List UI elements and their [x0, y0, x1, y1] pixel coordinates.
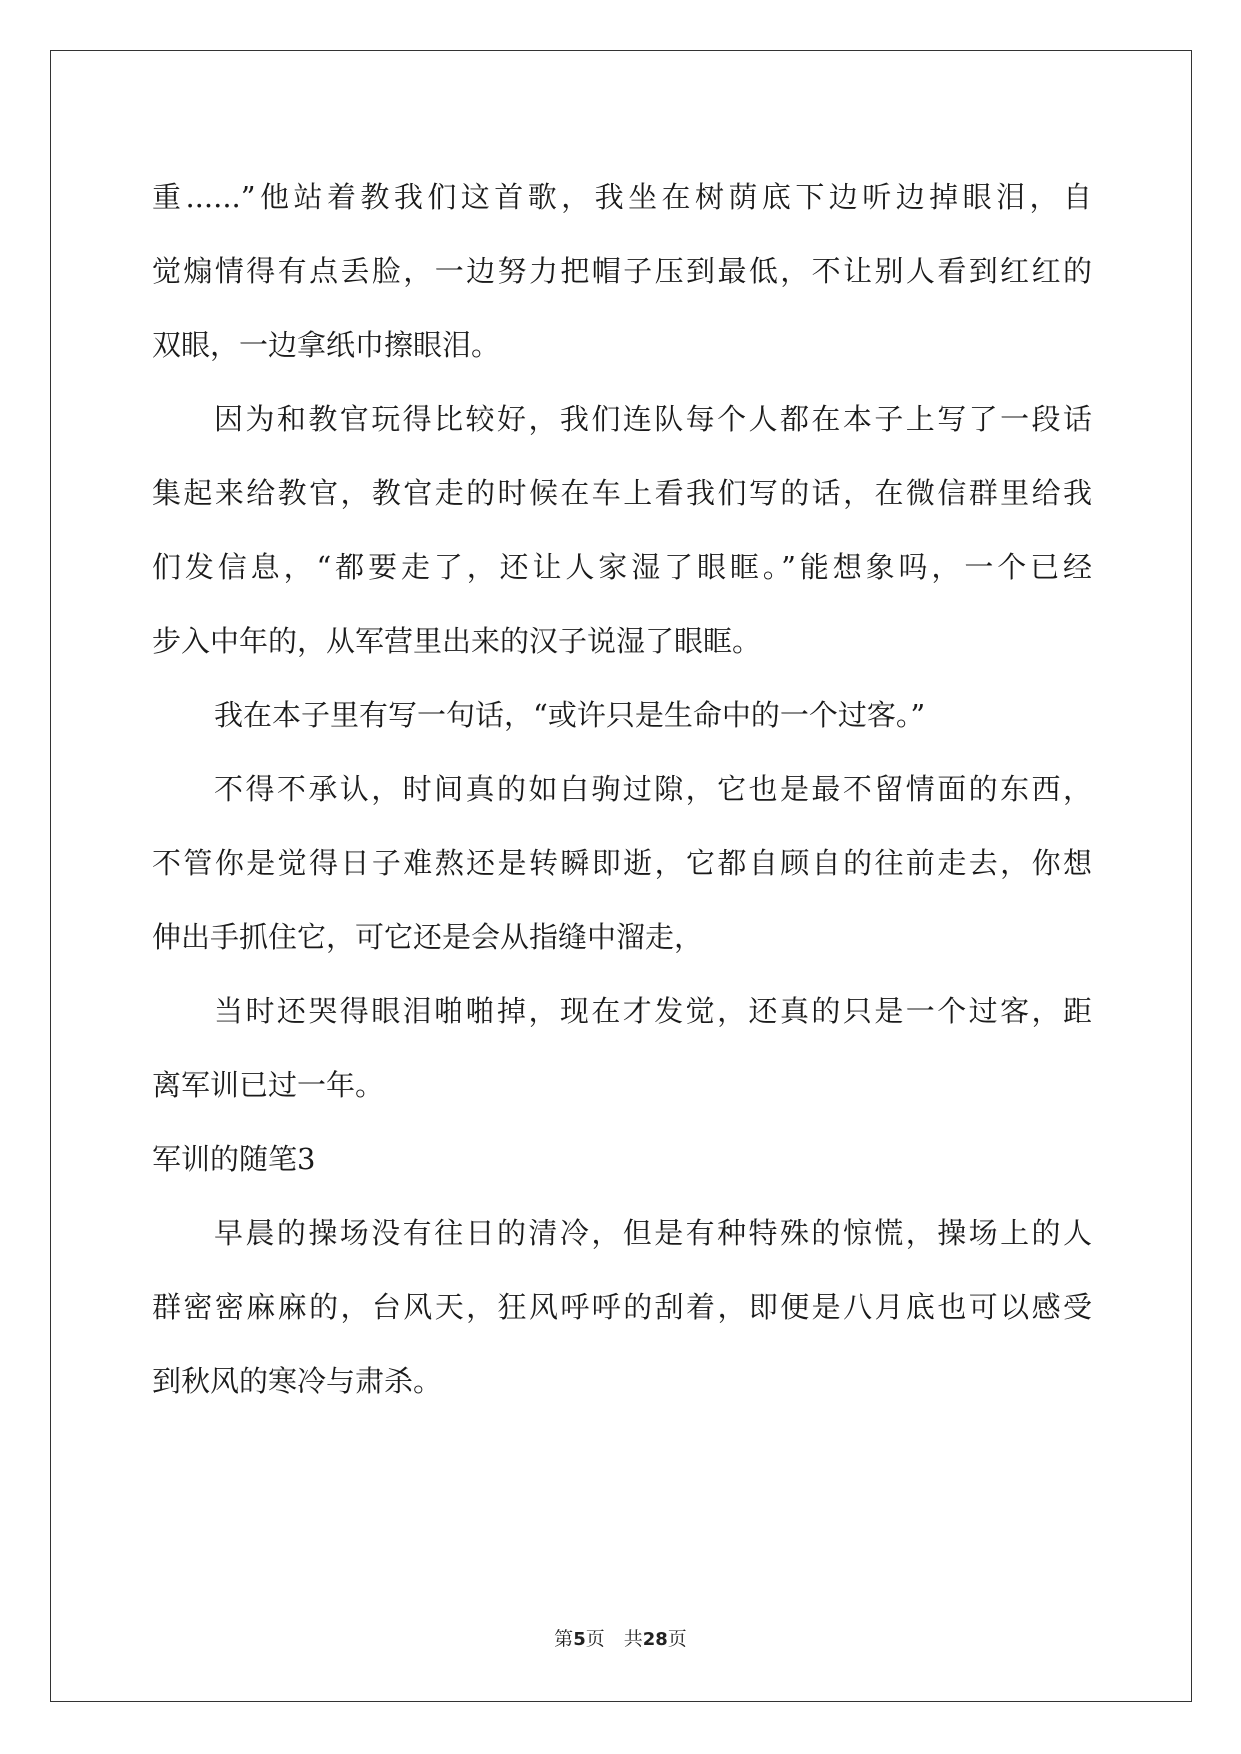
- text-line: 我在本子里有写一句话，“或许只是生命中的一个过客。”: [214, 698, 926, 732]
- text-line: 觉煽情得有点丢脸，一边努力把帽子压到最低，不让别人看到红红的: [152, 254, 1092, 288]
- text-line: 离军训已过一年。: [152, 1068, 385, 1102]
- page-footer: [0, 1624, 1241, 1651]
- text-line: 到秋风的寒冷与肃杀。: [152, 1364, 443, 1398]
- text-line: 步入中年的，从军营里出来的汉子说湿了眼眶。: [152, 624, 762, 658]
- footer-suffix: 页: [667, 1628, 687, 1650]
- text-line: 重......”他站着教我们这首歌，我坐在树荫底下边听边掉眼泪，自: [152, 180, 1092, 214]
- text-line: 早晨的操场没有往日的清冷，但是有种特殊的惊慌，操场上的人: [214, 1216, 1092, 1250]
- text-line: 不得不承认，时间真的如白驹过隙，它也是最不留情面的东西，: [214, 772, 1092, 806]
- text-line: 群密密麻麻的，台风天，狂风呼呼的刮着，即便是八月底也可以感受: [152, 1290, 1092, 1324]
- footer-prefix: 第: [554, 1628, 574, 1650]
- footer-page-number: 5: [573, 1629, 586, 1650]
- text-line: 不管你是觉得日子难熬还是转瞬即逝，它都自顾自的往前走去，你想: [152, 846, 1092, 880]
- text-line: 集起来给教官，教官走的时候在车上看我们写的话，在微信群里给我: [152, 476, 1092, 510]
- text-line: 军训的随笔3: [152, 1142, 316, 1176]
- document-body: [152, 160, 1092, 1418]
- text-line: 伸出手抓住它，可它还是会从指缝中溜走，: [152, 920, 704, 954]
- text-line: 双眼，一边拿纸巾擦眼泪。: [152, 328, 501, 362]
- text-line: 因为和教官玩得比较好，我们连队每个人都在本子上写了一段话: [214, 402, 1092, 436]
- text-line: 们发信息，“都要走了，还让人家湿了眼眶。”能想象吗，一个已经: [152, 550, 1092, 584]
- text-line: 当时还哭得眼泪啪啪掉，现在才发觉，还真的只是一个过客，距: [214, 994, 1092, 1028]
- footer-total-pages: 28: [642, 1629, 668, 1650]
- footer-middle: 页 共: [585, 1628, 643, 1650]
